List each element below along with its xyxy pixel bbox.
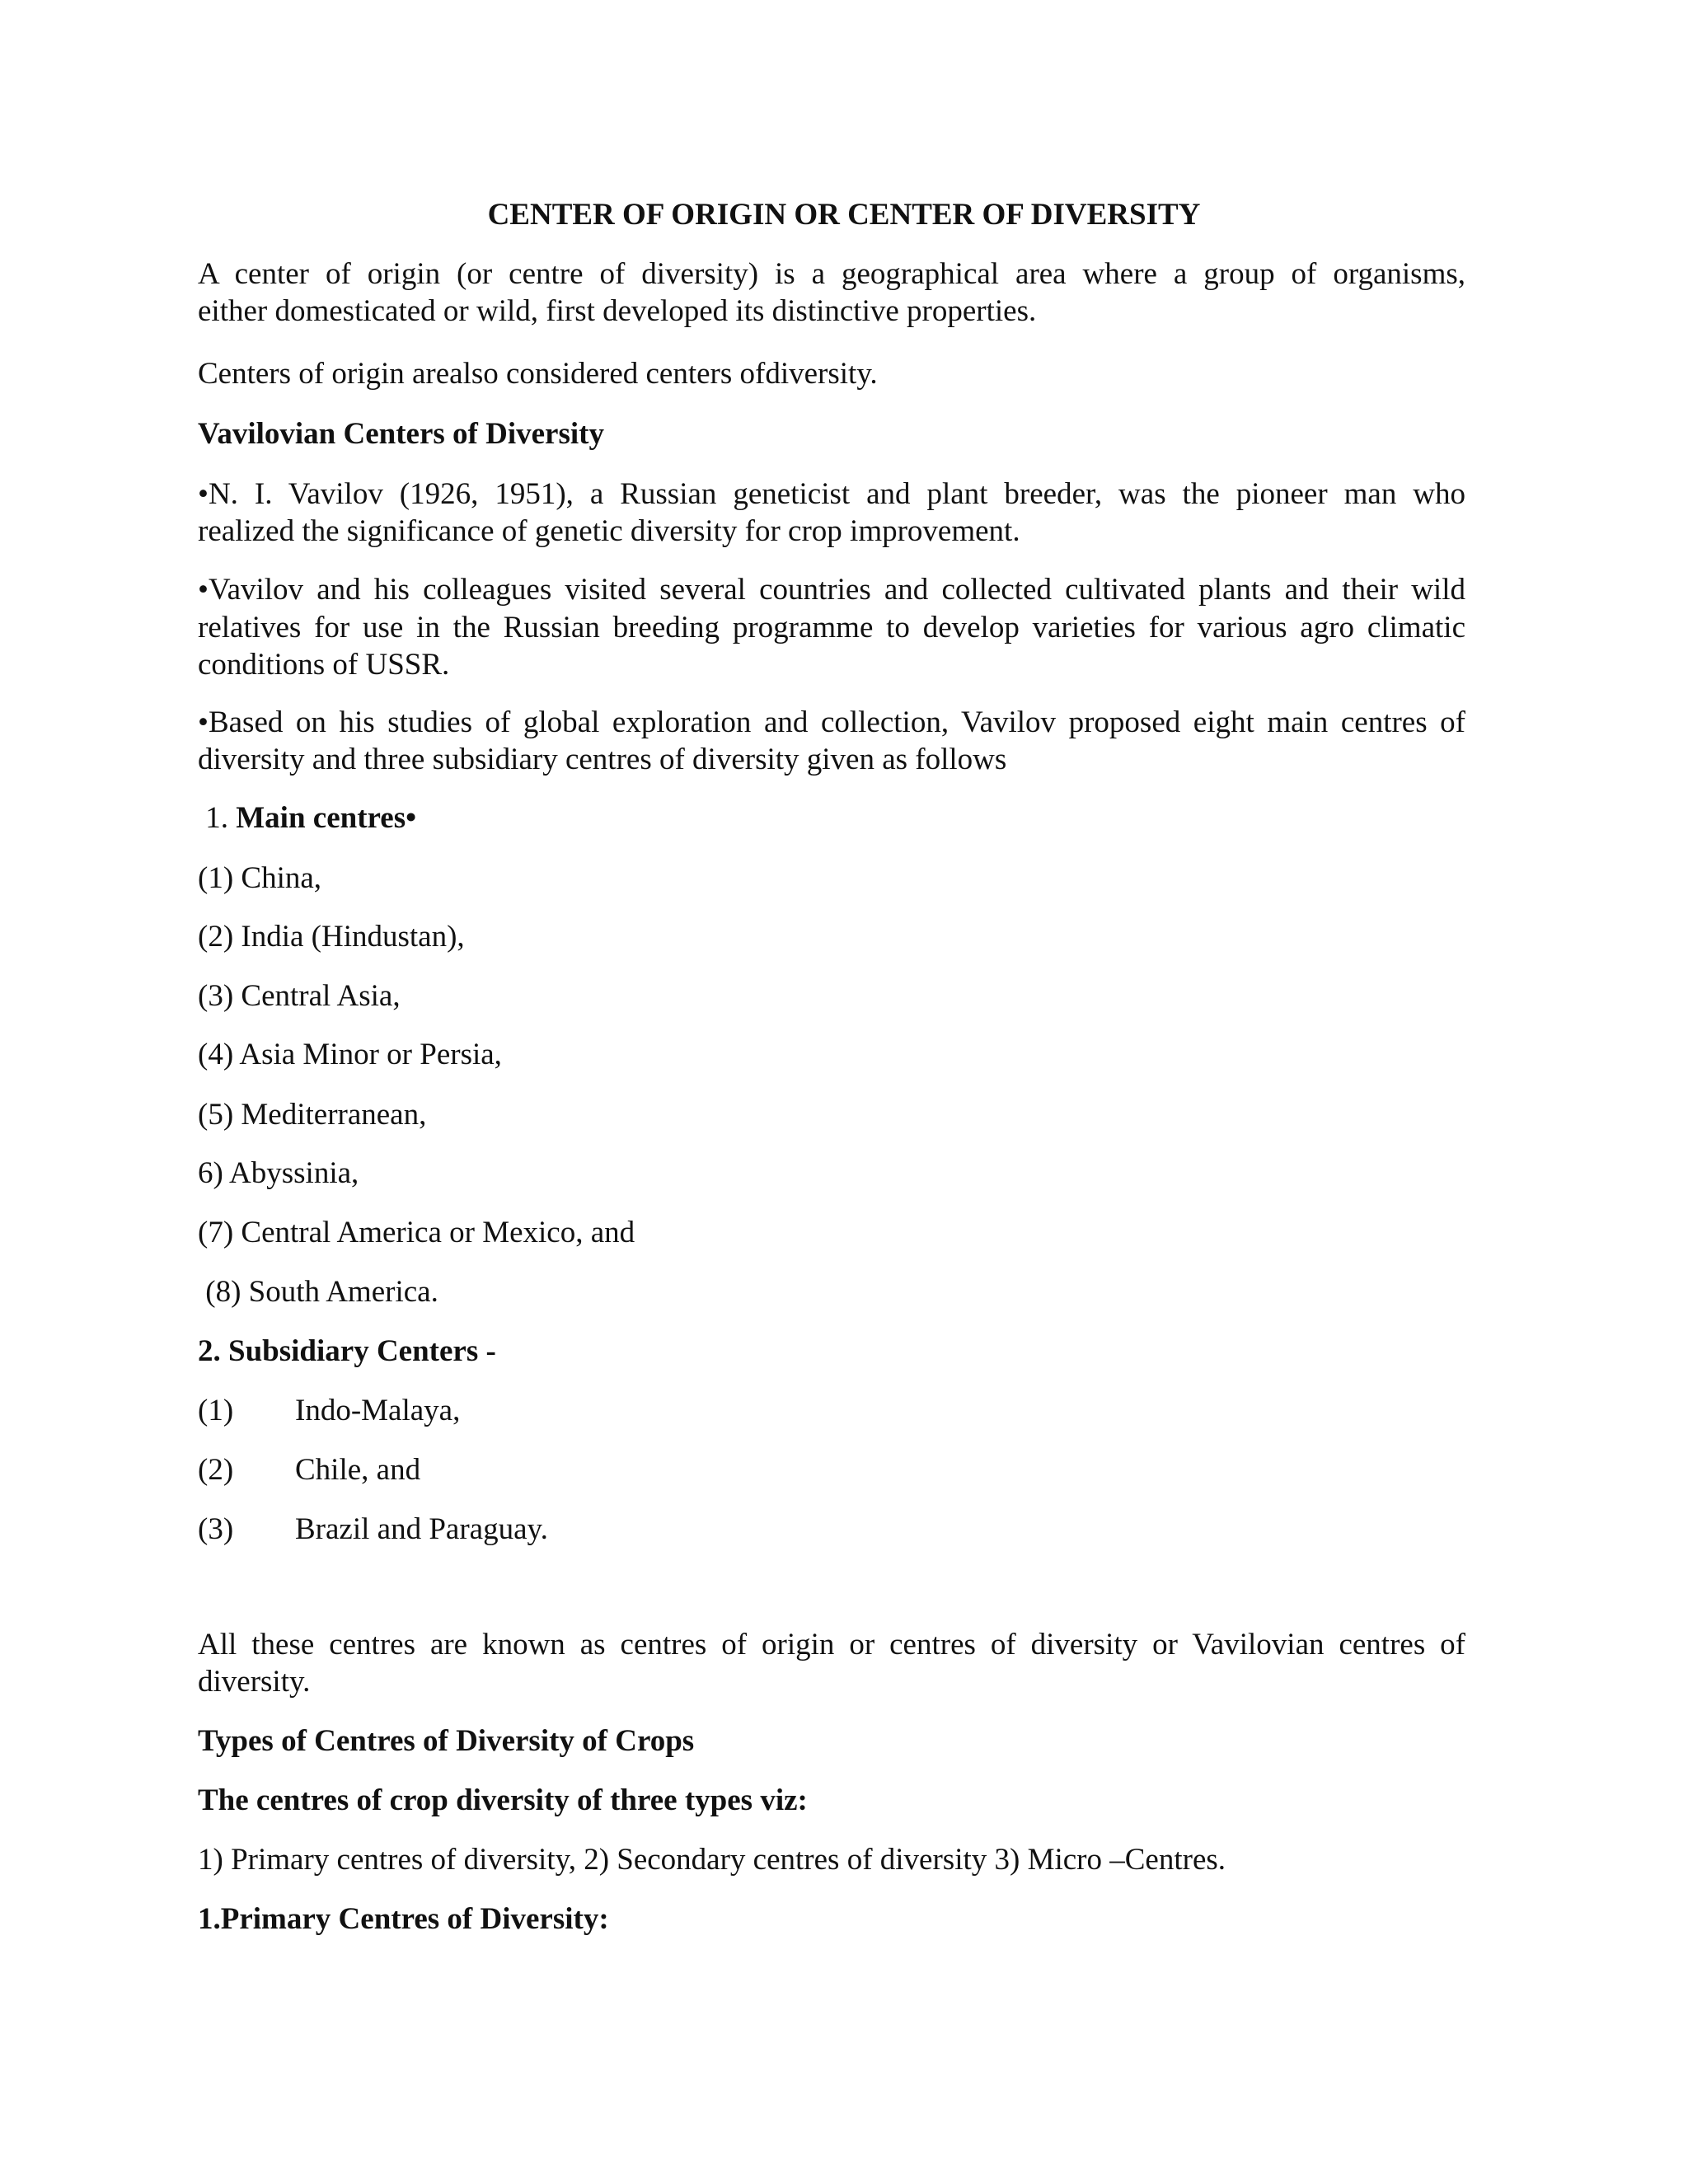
types-line: 1) Primary centres of diversity, 2) Secondary centres of diversity 3) Micro –Centres.	[198, 1843, 1226, 1877]
page-title: CENTER OF ORIGIN OR CENTER OF DIVERSITY	[487, 198, 1201, 232]
heading-three-types: The centres of crop diversity of three types viz:	[198, 1783, 808, 1817]
main-centre-item: (1) China,	[198, 861, 322, 895]
para-2-line-2: relatives for use in the Russian breeding programme to develop varieties for various agro climatic	[198, 611, 1465, 644]
main-centres-label: Main centres•	[236, 801, 417, 835]
subsidiary-item-name: Indo-Malaya,	[295, 1394, 461, 1427]
main-centre-item: (8) South America.	[198, 1275, 438, 1309]
summary-line-2: diversity.	[198, 1665, 311, 1699]
main-centre-item: (3) Central Asia,	[198, 979, 401, 1013]
heading-types: Types of Centres of Diversity of Crops	[198, 1724, 695, 1758]
subsidiary-item-number: (2)	[198, 1453, 234, 1487]
para-1-line-1: •N. I. Vavilov (1926, 1951), a Russian geneticist and plant breeder, was the pioneer man who	[198, 477, 1465, 511]
main-centres-heading	[198, 799, 416, 837]
para-3-line-2: diversity and three subsidiary centres of diversity given as follows	[198, 743, 1007, 776]
main-centre-item: (7) Central America or Mexico, and	[198, 1216, 635, 1249]
subsidiary-centres-heading: 2. Subsidiary Centers -	[198, 1334, 496, 1368]
para-3-line-1: •Based on his studies of global exploration and collection, Vavilov proposed eight main centres of	[198, 705, 1465, 739]
subsidiary-item-number: (1)	[198, 1394, 234, 1427]
heading-vavilovian: Vavilovian Centers of Diversity	[198, 417, 604, 451]
main-centre-item: (2) India (Hindustan),	[198, 920, 465, 954]
para-2-line-3: conditions of USSR.	[198, 648, 450, 682]
main-centres-number: 1.	[198, 801, 237, 835]
subsidiary-item-name: Chile, and	[295, 1453, 421, 1487]
para-1-line-2: realized the significance of genetic diversity for crop improvement.	[198, 514, 1020, 548]
summary-line-1: All these centres are known as centres of origin or centres of diversity or Vavilovian centres of	[198, 1628, 1465, 1661]
subsidiary-item-number: (3)	[198, 1512, 234, 1546]
main-centre-item: 6) Abyssinia,	[198, 1156, 359, 1190]
heading-primary: 1.Primary Centres of Diversity:	[198, 1902, 609, 1936]
main-centre-item: (4) Asia Minor or Persia,	[198, 1038, 502, 1071]
intro-line-2: either domesticated or wild, first developed its distinctive properties.	[198, 294, 1037, 328]
subsidiary-item-name: Brazil and Paraguay.	[295, 1512, 548, 1546]
intro-line-1: A center of origin (or centre of diversity) is a geographical area where a group of organisms,	[198, 257, 1465, 291]
para-2-line-1: •Vavilov and his colleagues visited several countries and collected cultivated plants and their wild	[198, 573, 1465, 607]
intro-line-3: Centers of origin arealso considered centers ofdiversity.	[198, 357, 878, 391]
main-centre-item: (5) Mediterranean,	[198, 1098, 427, 1132]
